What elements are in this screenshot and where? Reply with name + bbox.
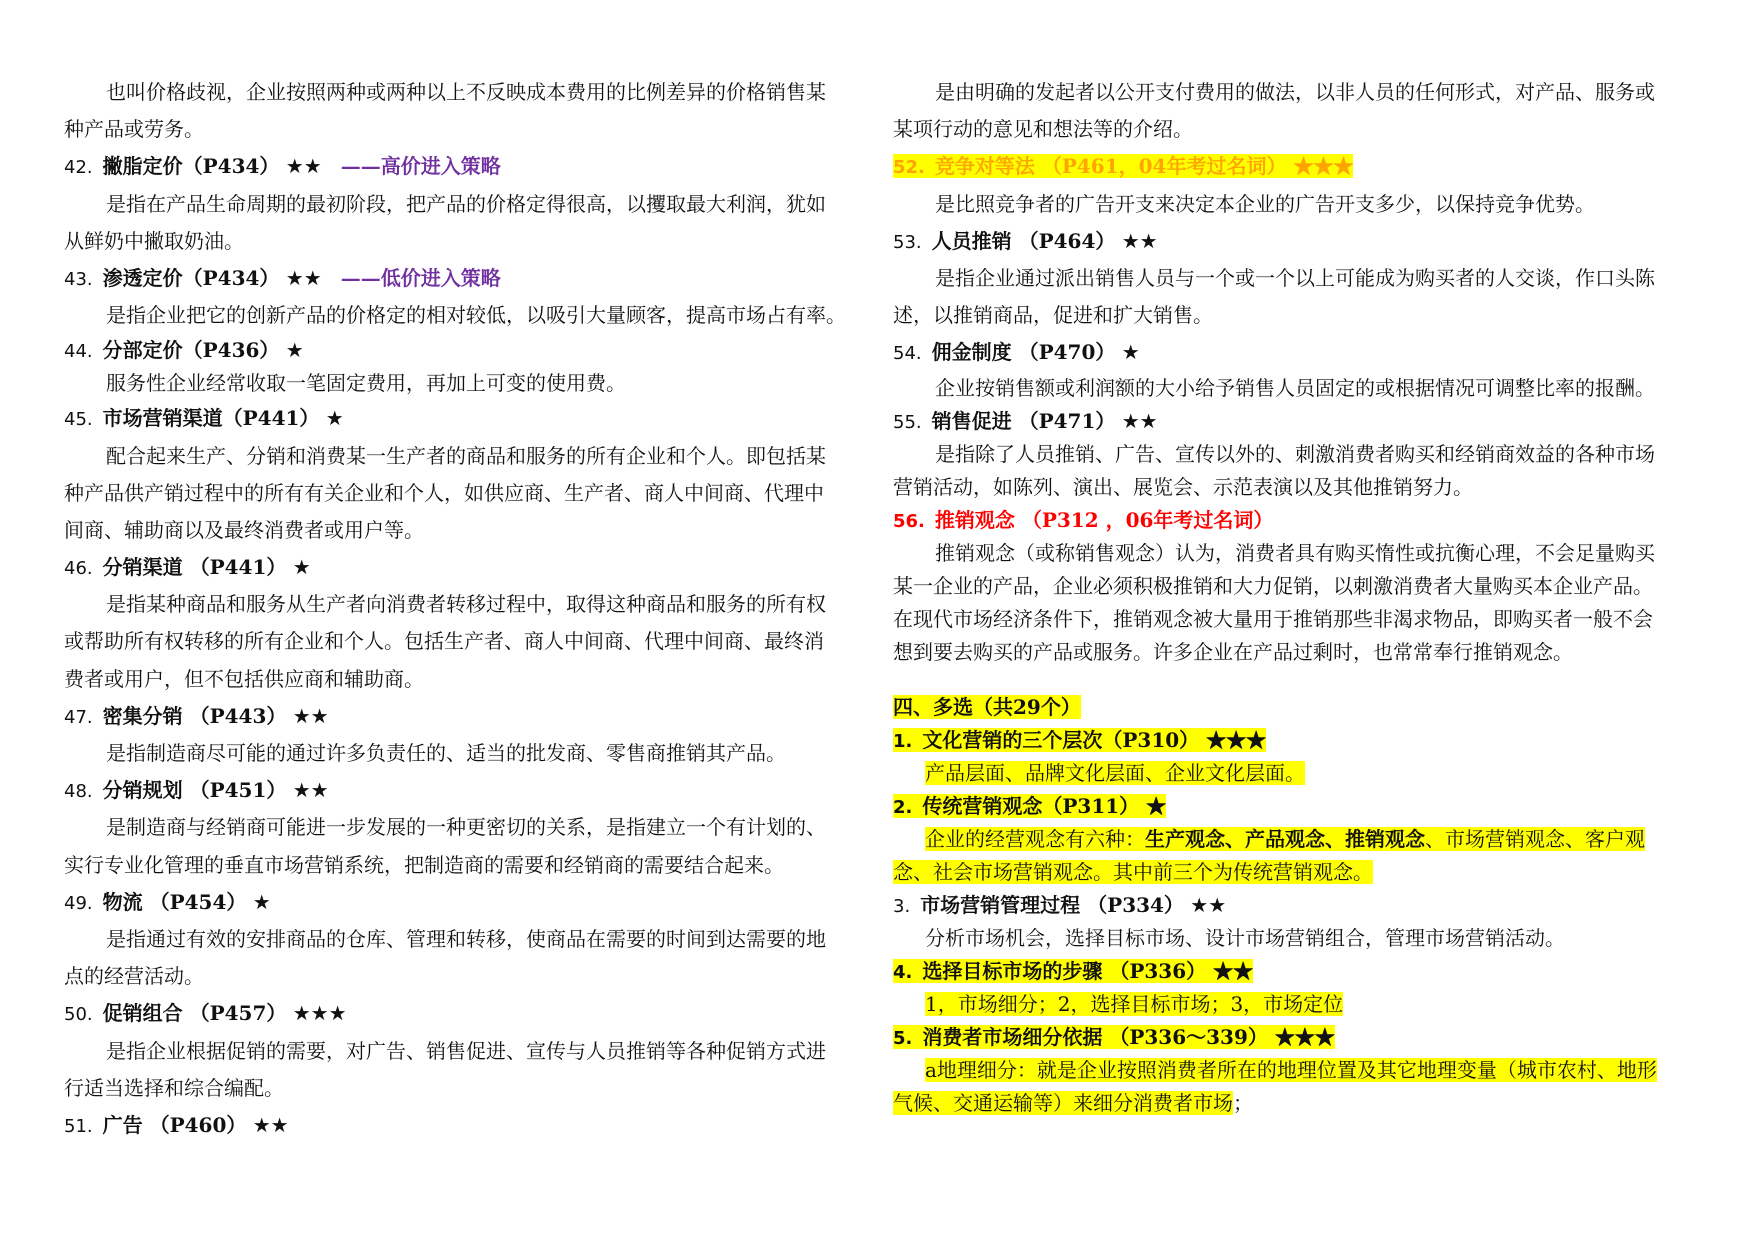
answer-line [893,1087,1693,1120]
term-heading-47 [64,698,864,735]
multi-heading-2 [893,790,1693,823]
definition-line: 是指通过有效的安排商品的仓库、管理和转移，使商品在需要的时间到达需要的地 [106,926,826,951]
star-rating: ★★ [1121,228,1158,253]
definition-line: 在现代市场经济条件下，推销观念被大量用于推销那些非渴求物品，即购买者一般不会 [893,606,1653,631]
term-title: 选择目标市场的步骤 （P336） [922,958,1207,983]
term-title: 传统营销观念（P311） [922,793,1140,818]
star-rating: ★★ [285,154,322,179]
term-heading-49 [64,884,864,921]
answer-text [925,827,1645,851]
star-rating: ★ [285,338,304,363]
item-number: 45. [64,409,93,431]
definition-line: 推销观念（或称销售观念）认为，消费者具有购买惰性或抗衡心理，不会足量购买 [935,540,1655,565]
item-number: 5. [893,1027,913,1049]
star-rating: ★★ [252,1112,289,1137]
definition-line: 营销活动，如陈列、演出、展览会、示范表演以及其他推销努力。 [893,474,1473,499]
item-number: 52. [893,157,925,179]
item-number: 2. [893,796,913,818]
star-rating: ★ [252,889,271,914]
term-title: 销售促进 （P471） [931,408,1116,433]
definition-line: 述，以推销商品，促进和扩大销售。 [893,303,1213,328]
term-heading-48 [64,772,864,809]
highlighted-term [893,508,1273,532]
term-heading-56 [893,504,1693,537]
term-heading-46 [64,549,864,586]
strategy-note: ——高价进入策略 [340,154,501,179]
term-title: 市场营销管理过程 （P334） [920,892,1184,917]
item-number: 3. [893,895,911,917]
answer-prefix: 企业的经营观念有六种： [925,826,1145,851]
term-title: 分部定价（P436） [102,338,280,363]
term-title: 密集分销 （P443） [102,703,287,728]
star-rating: ★★ [1190,892,1227,917]
item-number: 54. [893,343,922,365]
term-title: 分销规划 （P451） [102,778,287,803]
definition-line: 是指企业把它的创新产品的价格定的相对较低，以吸引大量顾客，提高市场占有率。 [106,303,846,328]
item-number: 51. [64,1115,93,1137]
definition-line: 从鲜奶中撇取奶油。 [64,228,244,253]
term-title: 渗透定价（P434） [102,265,280,290]
answer-text: 1，市场细分；2，选择目标市场；3，市场定位 [925,991,1344,1016]
star-rating: ★★★ [1274,1024,1335,1049]
item-number: 48. [64,781,93,803]
item-number: 1. [893,730,913,752]
left-column [64,74,864,1144]
term-title: 物流 （P454） [102,889,247,914]
item-number: 44. [64,341,93,363]
term-title: 人员推销 （P464） [931,228,1116,253]
definition-line: 想到要去购买的产品或服务。许多企业在产品过剩时，也常常奉行推销观念。 [893,639,1573,664]
answer-text: a地理细分：就是企业按照消费者所在的地理位置及其它地理变量（城市农村、地形 [925,1057,1657,1082]
star-rating: ★★ [1213,958,1254,983]
definition-line: 费者或用户，但不包括供应商和辅助商。 [64,666,424,691]
term-title: 文化营销的三个层次（P310） [922,727,1200,752]
answer-text: 产品层面、品牌文化层面、企业文化层面。 [925,760,1305,785]
definition-line: 间商、辅助商以及最终消费者或用户等。 [64,517,424,542]
answer-line [893,856,1693,889]
multi-heading-5 [893,1021,1693,1054]
star-rating: ★ [292,555,311,580]
star-rating: ★ [1146,793,1167,818]
star-rating: ★★ [292,703,329,728]
star-rating: ★★ [292,778,329,803]
definition-line: 是指制造商尽可能的通过许多负责任的、适当的批发商、零售商推销其产品。 [106,741,786,765]
star-rating: ★★ [1121,408,1158,433]
item-number: 49. [64,892,93,914]
term-title: 分销渠道 （P441） [102,555,287,580]
definition-line: 是指在产品生命周期的最初阶段，把产品的价格定得很高，以攫取最大利润，犹如 [106,191,826,216]
term-heading-43 [64,260,864,297]
definition-line: 是指某种商品和服务从生产者向消费者转移过程中，取得这种商品和服务的所有权 [106,592,826,617]
term-heading-44 [64,334,864,367]
intro-line: 也叫价格歧视，企业按照两种或两种以上不反映成本费用的比例差异的价格销售某 [106,80,826,104]
definition-line: 是指企业根据促销的需要，对广告、销售促进、宣传与人员推销等各种促销方式进 [106,1038,826,1063]
item-number: 53. [893,231,922,253]
term-title: 竞争对等法 （P461，04年考过名词） [934,154,1287,179]
multi-heading-4 [893,955,1693,988]
term-title: 促销组合 （P457） [102,1001,287,1026]
definition-line: 实行专业化管理的垂直市场营销系统，把制造商的需要和经销商的需要结合起来。 [64,852,784,877]
answer-line [893,988,1693,1021]
item-number: 47. [64,706,93,728]
strategy-note: ——低价进入策略 [340,265,501,290]
definition-line: 服务性企业经常收取一笔固定费用，再加上可变的使用费。 [106,371,626,396]
intro-line: 种产品或劳务。 [64,117,204,142]
definition-line: 是比照竞争者的广告开支来决定本企业的广告开支多少，以保持竞争优势。 [935,191,1595,216]
star-rating: ★★★ [1206,727,1267,752]
term-heading-54 [893,334,1693,371]
definition-line: 点的经营活动。 [64,964,204,989]
answer-line: 分析市场机会，选择目标市场、设计市场营销组合，管理市场营销活动。 [925,925,1565,950]
answer-emphasis: 生产观念、产品观念、推销观念 [1145,826,1425,851]
term-heading-42 [64,148,864,185]
definition-line: 是指企业通过派出销售人员与一个或一个以上可能成为购买者的人交谈，作口头陈 [935,265,1655,290]
answer-text: 念、社会市场营销观念。其中前三个为传统营销观念。 [893,859,1373,884]
term-title: 撇脂定价（P434） [102,154,280,179]
star-rating: ★★ [285,265,322,290]
item-number: 46. [64,558,93,580]
answer-line [893,1054,1693,1087]
star-rating: ★★★ [1293,154,1354,179]
term-title: 推销观念 （P312 ，06年考过名词） [934,507,1274,532]
answer-line [893,757,1693,790]
definition-line: 是指除了人员推销、广告、宣传以外的、刺激消费者购买和经销商效益的各种市场 [935,441,1655,466]
item-number: 4. [893,961,913,983]
highlighted-term [893,959,1253,983]
answer-suffix: 、市场营销观念、客户观 [1425,826,1645,851]
definition-line: 配合起来生产、分销和消费某一生产者的商品和服务的所有企业和个人。即包括某 [106,443,826,468]
term-title: 佣金制度 （P470） [931,340,1116,365]
item-number: 43. [64,268,93,290]
multi-heading-3 [893,889,1693,922]
answer-line [893,823,1693,856]
term-title: 消费者市场细分依据 （P336～339） [922,1024,1268,1049]
item-number: 50. [64,1004,93,1026]
definition-line: 企业按销售额或利润额的大小给予销售人员固定的或根据情况可调整比率的报酬。 [935,375,1655,400]
item-number: 55. [893,411,922,433]
definition-line: 或帮助所有权转移的所有企业和个人。包括生产者、商人中间商、代理中间商、最终消 [64,629,824,654]
definition-line: 某一企业的产品，企业必须积极推销和大力促销，以刺激消费者大量购买本企业产品。 [893,573,1653,598]
item-number: 56. [893,510,925,532]
answer-text: 气候、交通运输等）来细分消费者市场 [893,1090,1233,1115]
intro-line: 是由明确的发起者以公开支付费用的做法，以非人员的任何形式，对产品、服务或 [935,80,1655,104]
star-rating: ★ [1121,340,1140,365]
section-spacer [893,669,1693,691]
definition-line: 行适当选择和综合编配。 [64,1075,284,1100]
section-title: 四、多选（共29个） [893,694,1081,719]
definition-line: 种产品供产销过程中的所有有关企业和个人，如供应商、生产者、商人中间商、代理中 [64,480,824,505]
multi-heading-1 [893,724,1693,757]
definition-line: 是制造商与经销商可能进一步发展的一种更密切的关系，是指建立一个有计划的、 [106,815,826,840]
highlighted-term [893,1025,1335,1049]
star-rating: ★★★ [292,1001,347,1026]
highlighted-term [893,154,1353,178]
term-heading-52 [893,148,1693,185]
intro-line: 某项行动的意见和想法等的介绍。 [893,117,1193,142]
answer-tail: ； [1233,1090,1253,1115]
section-heading [893,691,1693,724]
term-heading-55 [893,405,1693,438]
item-number: 42. [64,157,93,179]
term-heading-51 [64,1107,864,1144]
star-rating: ★ [325,406,344,431]
term-heading-45 [64,400,864,437]
term-heading-53 [893,223,1693,260]
right-column [893,74,1693,1120]
highlighted-term [893,794,1166,818]
term-title: 广告 （P460） [102,1112,247,1137]
term-heading-50 [64,995,864,1032]
term-title: 市场营销渠道（P441） [102,406,320,431]
highlighted-term [893,728,1266,752]
